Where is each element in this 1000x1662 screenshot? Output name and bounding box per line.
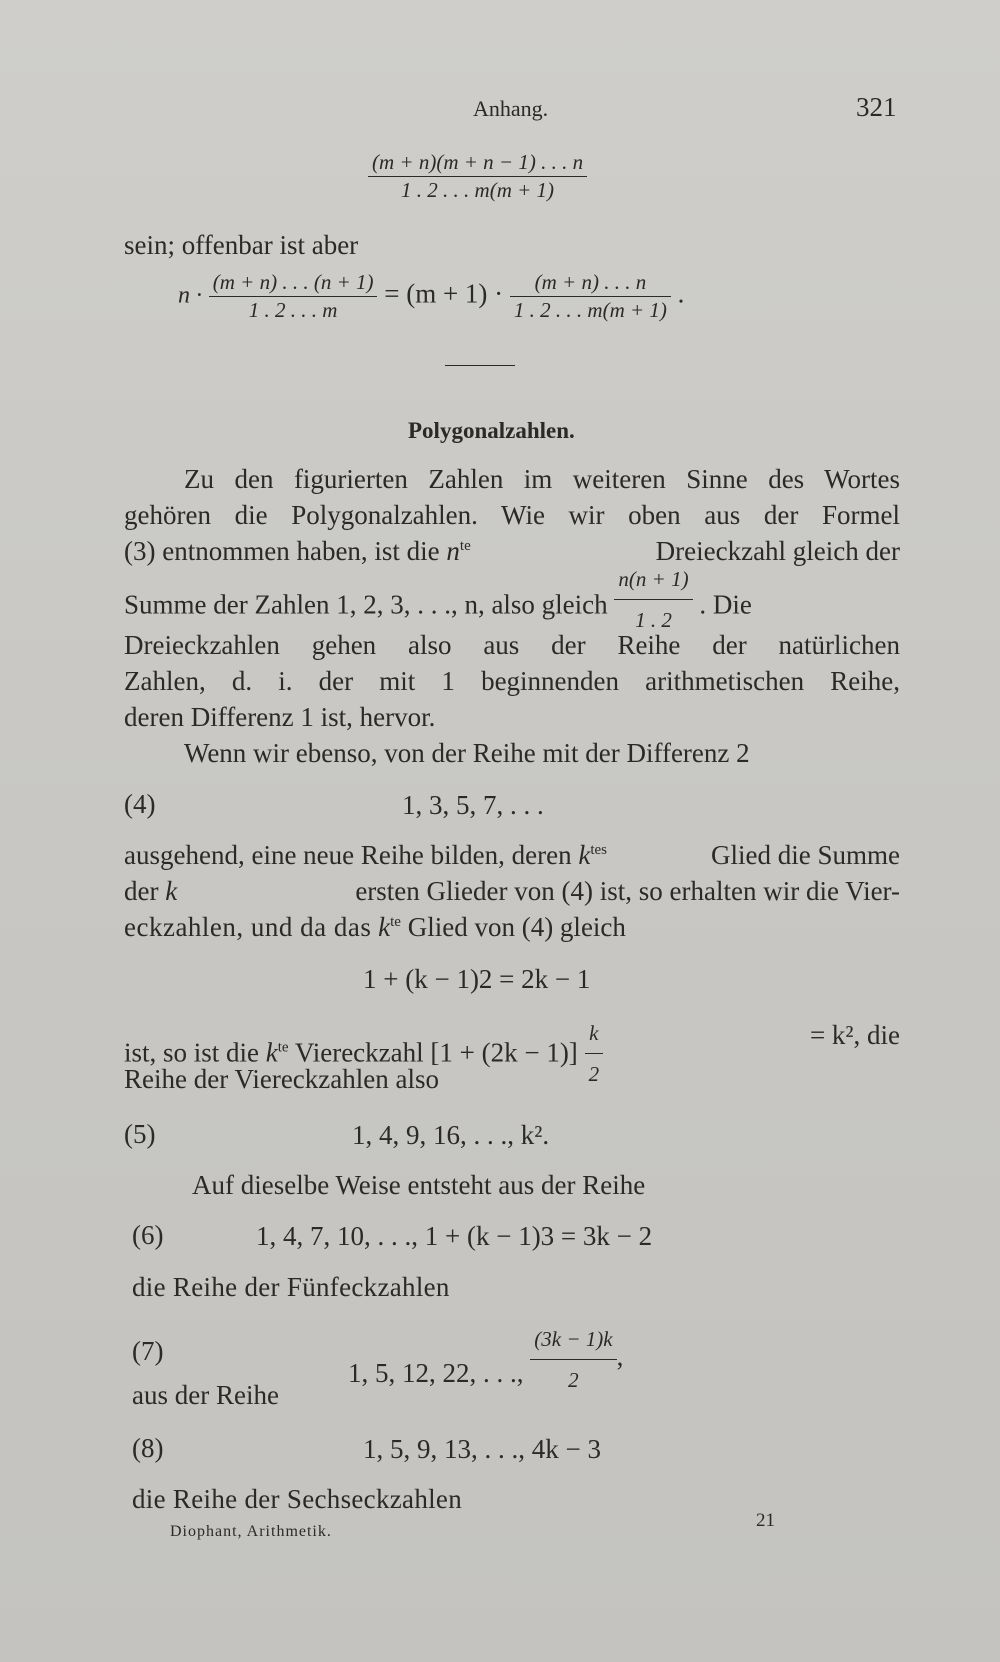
eq5-label: (5)	[124, 1119, 156, 1149]
formula-2-middle: = (m + 1) ·	[384, 278, 504, 309]
para3-line3-b: Glied von (4) gleich	[407, 912, 626, 942]
text-sein: sein; offenbar ist aber	[124, 230, 359, 260]
para4-line1-b: Viereckzahl [1 + (2k − 1)]	[294, 1037, 578, 1068]
eq-k-body: 1 + (k − 1)2 = 2k − 1	[363, 964, 591, 994]
para3-line2	[124, 872, 900, 910]
para1-line3-n: n	[446, 536, 460, 566]
para1-line4-den: 1 . 2	[635, 608, 672, 632]
eq8-body: 1, 5, 9, 13, . . ., 4k − 3	[363, 1434, 601, 1464]
para1-line7: deren Differenz 1 ist, hervor.	[124, 702, 436, 732]
para3-line3-a: eckzahlen, und da das	[124, 912, 372, 942]
para4-line1-a: ist, so ist die	[124, 1037, 260, 1068]
eq7-label: (7)	[132, 1336, 164, 1366]
eq6-label: (6)	[132, 1220, 164, 1250]
para1-line5: Dreieckzahlen gehen also aus der Reihe der natürlichen	[124, 630, 900, 660]
para1-line2: gehören die Polygonalzahlen. Wie wir oben aus der Formel	[124, 500, 900, 530]
para4-line1-num: k	[585, 1014, 604, 1054]
formula-2-end: .	[677, 278, 685, 309]
eq6-body: 1, 4, 7, 10, . . ., 1 + (k − 1)3 = 3k − 2	[256, 1221, 653, 1251]
para3-line1-sup: tes	[590, 842, 607, 858]
formula-2	[178, 270, 684, 323]
section-title: Polygonalzahlen.	[408, 418, 575, 443]
eq8-label: (8)	[132, 1433, 164, 1463]
eq7-end: ,	[616, 1341, 624, 1372]
para4-line1-k: k	[265, 1037, 278, 1068]
para4-line2: Reihe der Viereckzahlen also	[124, 1064, 439, 1094]
running-head: Anhang.	[473, 96, 549, 121]
para3-line1-b: Glied die Summe	[711, 840, 900, 870]
eq7-body	[348, 1320, 623, 1399]
eq4-body: 1, 3, 5, 7, . . .	[402, 790, 544, 820]
para4-line1-fraction	[585, 1014, 604, 1093]
para4-line1-sup: te	[277, 1039, 289, 1056]
para3-line1	[124, 836, 900, 874]
para3-line1-a: ausgehend, eine neue Reihe bilden, deren	[124, 840, 572, 870]
para3-line2-b: ersten Glieder von (4) ist, so erhalten wir die Vier-	[355, 876, 900, 906]
formula-2-left-fraction	[209, 270, 378, 323]
separator-rule	[445, 365, 515, 366]
para1-line6: Zahlen, d. i. der mit 1 beginnenden arithmetischen Reihe,	[124, 666, 900, 696]
eq7-den: 2	[568, 1368, 579, 1392]
page-number: 321	[856, 92, 897, 122]
formula-2-left-den: 1 . 2 . . . m	[248, 298, 338, 322]
eq4-label: (4)	[124, 789, 156, 819]
para3-line3	[124, 908, 626, 946]
para4-line1-den: 2	[588, 1062, 600, 1086]
formula-fraction-1	[368, 150, 587, 203]
para1-line4-b: . Die	[699, 589, 752, 620]
para8-line1: die Reihe der Sechseckzahlen	[132, 1484, 463, 1514]
para1-line4-num: n(n + 1)	[614, 560, 692, 600]
para1-line3	[124, 532, 900, 570]
footer-signature: 21	[756, 1510, 775, 1531]
para2-line1: Wenn wir ebenso, von der Reihe mit der Differenz 2	[184, 738, 750, 768]
para3-line3-k: k	[378, 912, 391, 942]
para3-line2-a: der	[124, 876, 159, 906]
para1-line3-b: Dreieckzahl gleich der	[655, 536, 900, 566]
formula-2-right-num: (m + n) . . . n	[510, 270, 671, 297]
para5-line1: Auf dieselbe Weise entsteht aus der Reihe	[192, 1170, 646, 1200]
eq7-fraction	[530, 1320, 616, 1399]
formula-1-denominator: 1 . 2 . . . m(m + 1)	[401, 178, 555, 202]
eq7-series: 1, 5, 12, 22, . . .,	[348, 1357, 524, 1388]
para3-line1-k: k	[578, 840, 591, 870]
formula-2-right-fraction	[510, 270, 671, 323]
formula-2-right-den: 1 . 2 . . . m(m + 1)	[513, 298, 667, 322]
formula-2-lead: n ·	[178, 282, 202, 309]
para1-line1: Zu den figurierten Zahlen im weiteren Sinne des Wortes	[184, 464, 900, 494]
para3-line2-k: k	[165, 876, 178, 906]
para3-line3-sup: te	[390, 914, 401, 930]
formula-1-numerator: (m + n)(m + n − 1) . . . n	[368, 150, 587, 177]
para4-line1-c: = k², die	[809, 1020, 900, 1050]
para1-line3-sup: te	[459, 538, 471, 554]
para6-line1: die Reihe der Fünfeckzahlen	[132, 1272, 450, 1302]
eq7-num: (3k − 1)k	[530, 1320, 616, 1360]
footer-title: Diophant, Arithmetik.	[170, 1523, 332, 1540]
para7-line1: aus der Reihe	[132, 1380, 279, 1410]
para1-line3-a: (3) entnommen haben, ist die	[124, 536, 440, 566]
para1-line4-a: Summe der Zahlen 1, 2, 3, . . ., n, also gleich	[124, 589, 608, 620]
eq5-body: 1, 4, 9, 16, . . ., k².	[352, 1120, 550, 1150]
formula-2-left-num: (m + n) . . . (n + 1)	[209, 270, 378, 297]
